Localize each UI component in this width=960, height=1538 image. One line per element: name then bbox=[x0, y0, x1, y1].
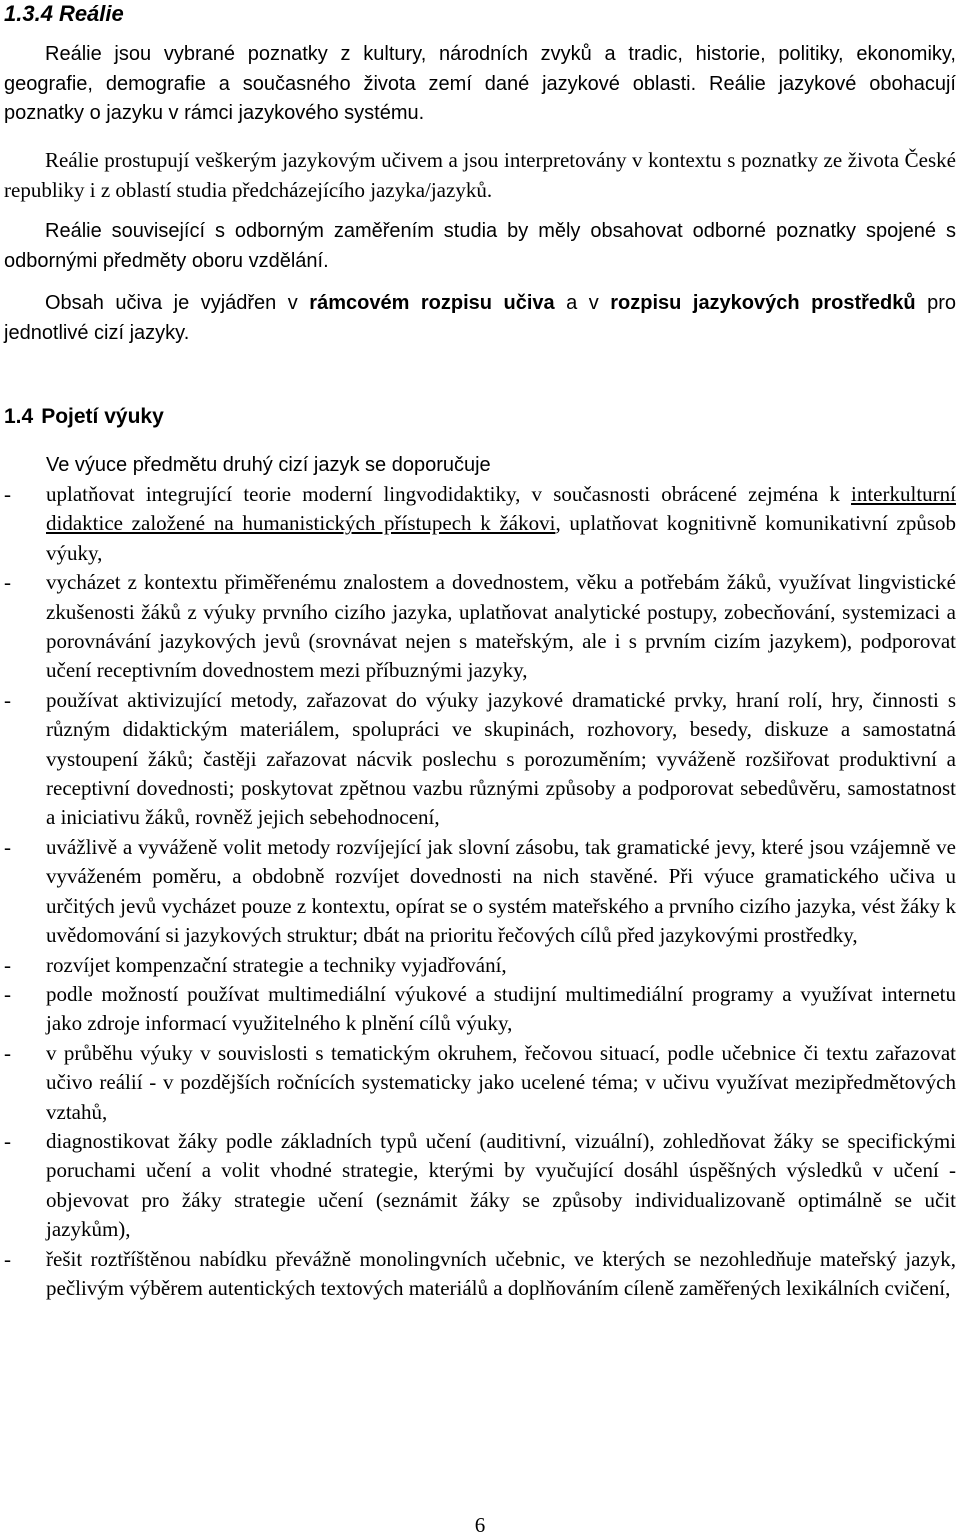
list-item: - vycházet z kontextu přiměřenému znalostem a dovednostem, věku a potřebám žáků, využívat lingvistické zkušenosti žáků z výuky prvního cizího jazyka, uplatňovat analytické postupy, zobecňování, systemizaci a porovnávání jazykových jevů (srovnávat nejen s mateřským, ale i s prvním cizím jazykem), podporovat učení receptivním dovednostem mezi příbuznými jazyky, bbox=[4, 570, 956, 683]
list-item: - používat aktivizující metody, zařazovat do výuky jazykové dramatické prvky, hraní rolí, hry, činnosti s různým didaktickým materiálem, spolupráci ve skupinách, rozhovory, besedy, diskuze a samostatná vystoupení žáků; častěji zařazovat nácvik poslechu s porozuměním; vyváženě rozšiřovat produktivní a receptivní dovednosti; poskytovat zpětnou vazbu různými způsoby a podporovat sebedůvěru, samostatnost a iniciativu žáků, rovněž jejich sebehodnocení, bbox=[4, 687, 956, 830]
list-item: - řešit roztříštěnou nabídku převážně monolingvních učebnic, ve kterých se nezohledňuje mateřský jazyk, pečlivým výběrem autentických textových materiálů a doplňováním cíleně zaměřených lexikálních cvičení, bbox=[4, 1246, 956, 1300]
paragraph-realie-context: Reálie prostupují veškerým jazykovým učivem a jsou interpretovány v kontextu s poznatky ze života České republiky i z oblastí studia předcházejícího jazyka/jazyků. bbox=[4, 148, 956, 202]
paragraph-realie-professional: Reálie související s odborným zaměřením studia by měly obsahovat odborné poznatky spojené s odbornými předměty oboru vzdělání. bbox=[4, 220, 956, 272]
list-item: - diagnostikovat žáky podle základních typů učení (auditivní, vizuální), zohledňovat žáky se specifickými poruchami učení a volit vhodné strategie, kterými by vyučující dosáhl úspěšných výsledků v učení - objevovat pro žáky strategie učení (seznámit žáky se způsoby individualizovaně optimálně se učit jazykům), bbox=[4, 1128, 956, 1242]
list-item: - uvážlivě a vyváženě volit metody rozvíjející jak slovní zásobu, tak gramatické jevy, které jsou vzájemně ve vyváženém poměru, a obdobně rozvíjet dovednosti na nich stavěné. Při výuce gramatického učiva u určitých jevů vycházet pouze z kontextu, opírat se o systém mateřského a prvního cizího jazyka, vést žáky k uvědomování si jazykových struktur; dbát na prioritu řečových cílů před jazykovými prostředky, bbox=[4, 834, 956, 948]
recommendation-list bbox=[0, 480, 960, 1303]
bold-framework: rámcovém rozpisu učiva bbox=[309, 292, 555, 314]
underlined-phrase: interkulturní didaktice založené na humanistických přístupech k žákovi bbox=[46, 482, 956, 536]
list-item: - podle možností používat multimediální výukové a studijní multimediální programy a využívat internetu jako zdroje informací využitelného k plnění cílů výuky, bbox=[4, 981, 956, 1036]
list-item: - uplatňovat integrující teorie moderní lingvodidaktiky, v současnosti obrácené zejména k interkulturní didaktice založené na humanistických přístupech k žákovi, uplatňovat kognitivně komunikativní způsob výuky, bbox=[4, 482, 956, 565]
section-number: 1.4 bbox=[4, 405, 34, 428]
section-number: 1.3.4 bbox=[4, 1, 53, 26]
bold-language-means: rozpisu jazykových prostředků bbox=[610, 292, 916, 314]
list-item: - rozvíjet kompenzační strategie a techniky vyjadřování, bbox=[4, 952, 507, 977]
section-title: Pojetí výuky bbox=[41, 405, 164, 428]
section-heading-realie bbox=[4, 0, 124, 28]
section-title: Reálie bbox=[58, 1, 124, 26]
list-intro: Ve výuce předmětu druhý cizí jazyk se doporučuje bbox=[46, 454, 491, 476]
paragraph-realie-definition: Reálie jsou vybrané poznatky z kultury, národních zvyků a tradic, historie, politiky, ekonomiky, geografie, demografie a současného života zemí dané jazykové oblasti. Reálie jazykové obohacují poznatky o jazyku v rámci jazykového systému. bbox=[4, 43, 956, 124]
paragraph-content-scope: Obsah učiva je vyjádřen v rámcovém rozpisu učiva a v rozpisu jazykových prostředků pro jednotlivé cizí jazyky. bbox=[4, 292, 956, 344]
page-number: 6 bbox=[474, 1513, 486, 1537]
section-heading-teaching bbox=[4, 403, 164, 431]
list-item: - v průběhu výuky v souvislosti s tematickým okruhem, řečovou situací, podle učebnice či textu zařazovat učivo reálií - v pozdějších ročnících systematicky jako ucelené téma; v učivu využívat mezipředmětových vztahů, bbox=[4, 1040, 956, 1124]
